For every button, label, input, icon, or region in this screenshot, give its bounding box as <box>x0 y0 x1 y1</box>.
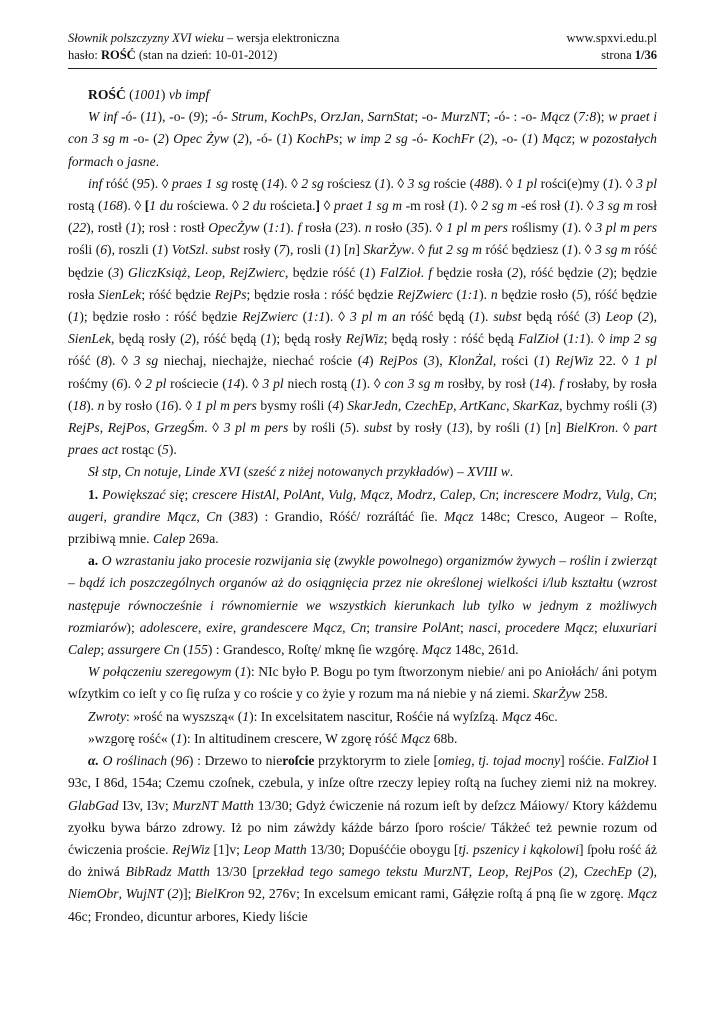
entry-label <box>68 47 277 64</box>
entry-paragraph: W inf -ó- (11), -o- (9); -ó- Strum, KochPs, OrzJan, SarnStat; -o- MurzNT; -ó- : -o- Mącz (7:8); w praet i con 3 sg m -o- (2) Opec Żyw (2), -ó- (1) KochPs; w imp 2 sg -ó- KochFr (2), -o- (1) Mącz; w pozostałych formach o jasne. <box>68 109 658 169</box>
entry-paragraph: α. O roślinach (96) : Drzewo to nieroſcie przyktoryrm to ziele [omieg, tj. tojad mocny] rośćie. FalZioł I 93c, I 86d, 154a; Czemu czoſnek, czebula, y inſze oſtre rzeczy lepiey roſtą na ſuchey ziemi niż na mokrey. GlabGad I3v, I3v; MurzNT Matth 13/30; Gdyż ćwiczenie ná rozum ieſt by deſzcz Máiowy/ Ktory káżdemu zyołku bywa bárzo zdrowy. Iż po nim záwżdy káżde bárzo ſporo roście/ Tákżeć też pewnie rozum od ćwiczenia proście. RejWiz [1]v; Leop Matth 13/30; Dopuśććie oboygu [tj. pszenicy i kąkolowi] ſpołu rość áż do żniwá BibRadz Matth 13/30 [przekład tego samego tekstu MurzNT, Leop, RejPos (2), CzechEp (2), NiemObr, WujNT (2)]; BielKron 92, 276v; In excelsum emicant rami, Gáłęzie roſtą á pną ſie w zgorę. Mącz 46c; Frondeo, dicuntur arbores, Kiedy liście <box>68 753 658 924</box>
page-count: 1/36 <box>634 48 657 62</box>
page-number <box>601 47 657 64</box>
entry-paragraph: »wzgorę rość« (1): In altitudinem crescere, W zgorę róść Mącz 68b. <box>88 730 458 746</box>
entry-paragraph: Zwroty: »rość na wyszszą« (1): In excelsitatem nascitur, Rośćie ná wyſzſzą. Mącz 46c. <box>88 708 558 724</box>
dictionary-title-italic: Słownik polszczyzny XVI wieku <box>68 31 224 45</box>
entry-paragraph: W połączeniu szeregowym (1): NIc było P. Bogu po tym ſtworzonym niebie/ ani po Aniołách/ áni potym wſzytkim co ieſt y co ſię ruſza y co roście y co żyie y rozum ma ná niebie y ná ziemi. SkarŻyw 258. <box>68 664 657 702</box>
site-url[interactable]: www.spxvi.edu.pl <box>566 31 657 45</box>
haslo-word: ROŚĆ <box>100 48 136 62</box>
page-header <box>68 30 657 64</box>
entry-headword-line: ROŚĆ (1001) vb impf <box>88 87 210 102</box>
haslo-label: hasło: <box>68 48 101 62</box>
dictionary-title-rest: – wersja elektroniczna <box>223 31 340 45</box>
entry-paragraph: inf róść (95). ◊ praes 1 sg rostę (14). ◊ 2 sg rościesz (1). ◊ 3 sg roście (488). ◊ 1 pl rości(e)my (1). ◊ 3 pl rostą (168). ◊ [1 du rościewa. ◊ 2 du rościeta.] ◊ praet 1 sg m -m rosł (1). ◊ 2 sg m -eś rosł (1). ◊ 3 sg m rosł (22), rostł (1); rosł : rostł OpecŻyw (1:1). f rosła (23). n rosło (35). ◊ 1 pl m pers roślismy (1). ◊ 3 pl m pers rośli (6), roszli (1) VotSzl. subst rosły (7), rosli (1) [n] SkarŻyw. ◊ fut 2 sg m róść będziesz (1). ◊ 3 sg m róść będzie (3) GliczKsiąż, Leop, RejZwierc, będzie róść (1) FalZioł. f będzie rosła (2), róść będzie (2); będzie rosła SienLek; róść będzie RejPs; będzie rosła : róść będzie RejZwierc (1:1). n będzie rosło (5), róść będzie (1); będzie rosło : róść będzie RejZwierc (1:1). ◊ 3 pl m an róść będą (1). subst będą róść (3) Leop (2), SienLek, będą rosły (2), róść będą (1); będą rosły RejWiz; będą rosły : róść będą FalZioł (1:1). ◊ imp 2 sg róść (8). ◊ 3 sg niechaj, niechajże, niechać roście (4) RejPos (3), KlonŻal, rości (1) RejWiz 22. ◊ 1 pl rośćmy (6). ◊ 2 pl rościecie (14). ◊ 3 pl niech rostą (1). ◊ con 3 sg m rosłby, by rosł (14). f rosłaby, by rosła (18). n by rosło (16). ◊ 1 pl m pers bysmy rośli (4) SkarJedn, CzechEp, ArtKanc, SkarKaz, bychmy rośli (3) RejPs, RejPos, GrzegŚm. ◊ 3 pl m pers by rośli (5). subst by rosły (13), by rośli (1) [n] BielKron. ◊ part praes act rostąc (5). <box>68 175 658 458</box>
entry-paragraph: Sł stp, Cn notuje, Linde XVI (sześć z niżej notowanych przykładów) – XVIII w. <box>88 464 514 480</box>
entry-body <box>68 84 657 928</box>
page-label: strona <box>601 48 635 62</box>
header-row-2 <box>68 47 657 64</box>
entry-paragraph: a. O wzrastaniu jako procesie rozwijania się (zwykle powolnego) organizmów żywych – roślin i zwierząt – bądź ich poszczególnych organów aż do osiągnięcia przez nie określonej wielkości i/lub kształtu (wzrost następuje równocześnie i równomiernie we wszystkich kierunkach lub tylko w jednym z możliwych rozmiarów); adolescere, exire, grandescere Mącz, Cn; transire PolAnt; nasci, procedere Mącz; eluxuriari Calep; assurgere Cn (155) : Grandesco, Roſtę/ mknę ſie wzgórę. Mącz 148c, 261d. <box>68 553 658 658</box>
header-row-1 <box>68 30 657 47</box>
dictionary-title <box>68 30 339 47</box>
header-divider <box>68 68 657 69</box>
entry-paragraph: 1. Powiększać się; crescere HistAl, PolAnt, Vulg, Mącz, Modrz, Calep, Cn; increscere Modrz, Vulg, Cn; augeri, grandire Mącz, Cn (383) : Grandio, Róść/ rozráſtáć ſie. Mącz 148c; Cresco, Augeor – Roſte, przibiwą mnie. Calep 269a. <box>68 486 658 547</box>
haslo-date: (stan na dzień: 10-01-2012) <box>135 48 278 62</box>
